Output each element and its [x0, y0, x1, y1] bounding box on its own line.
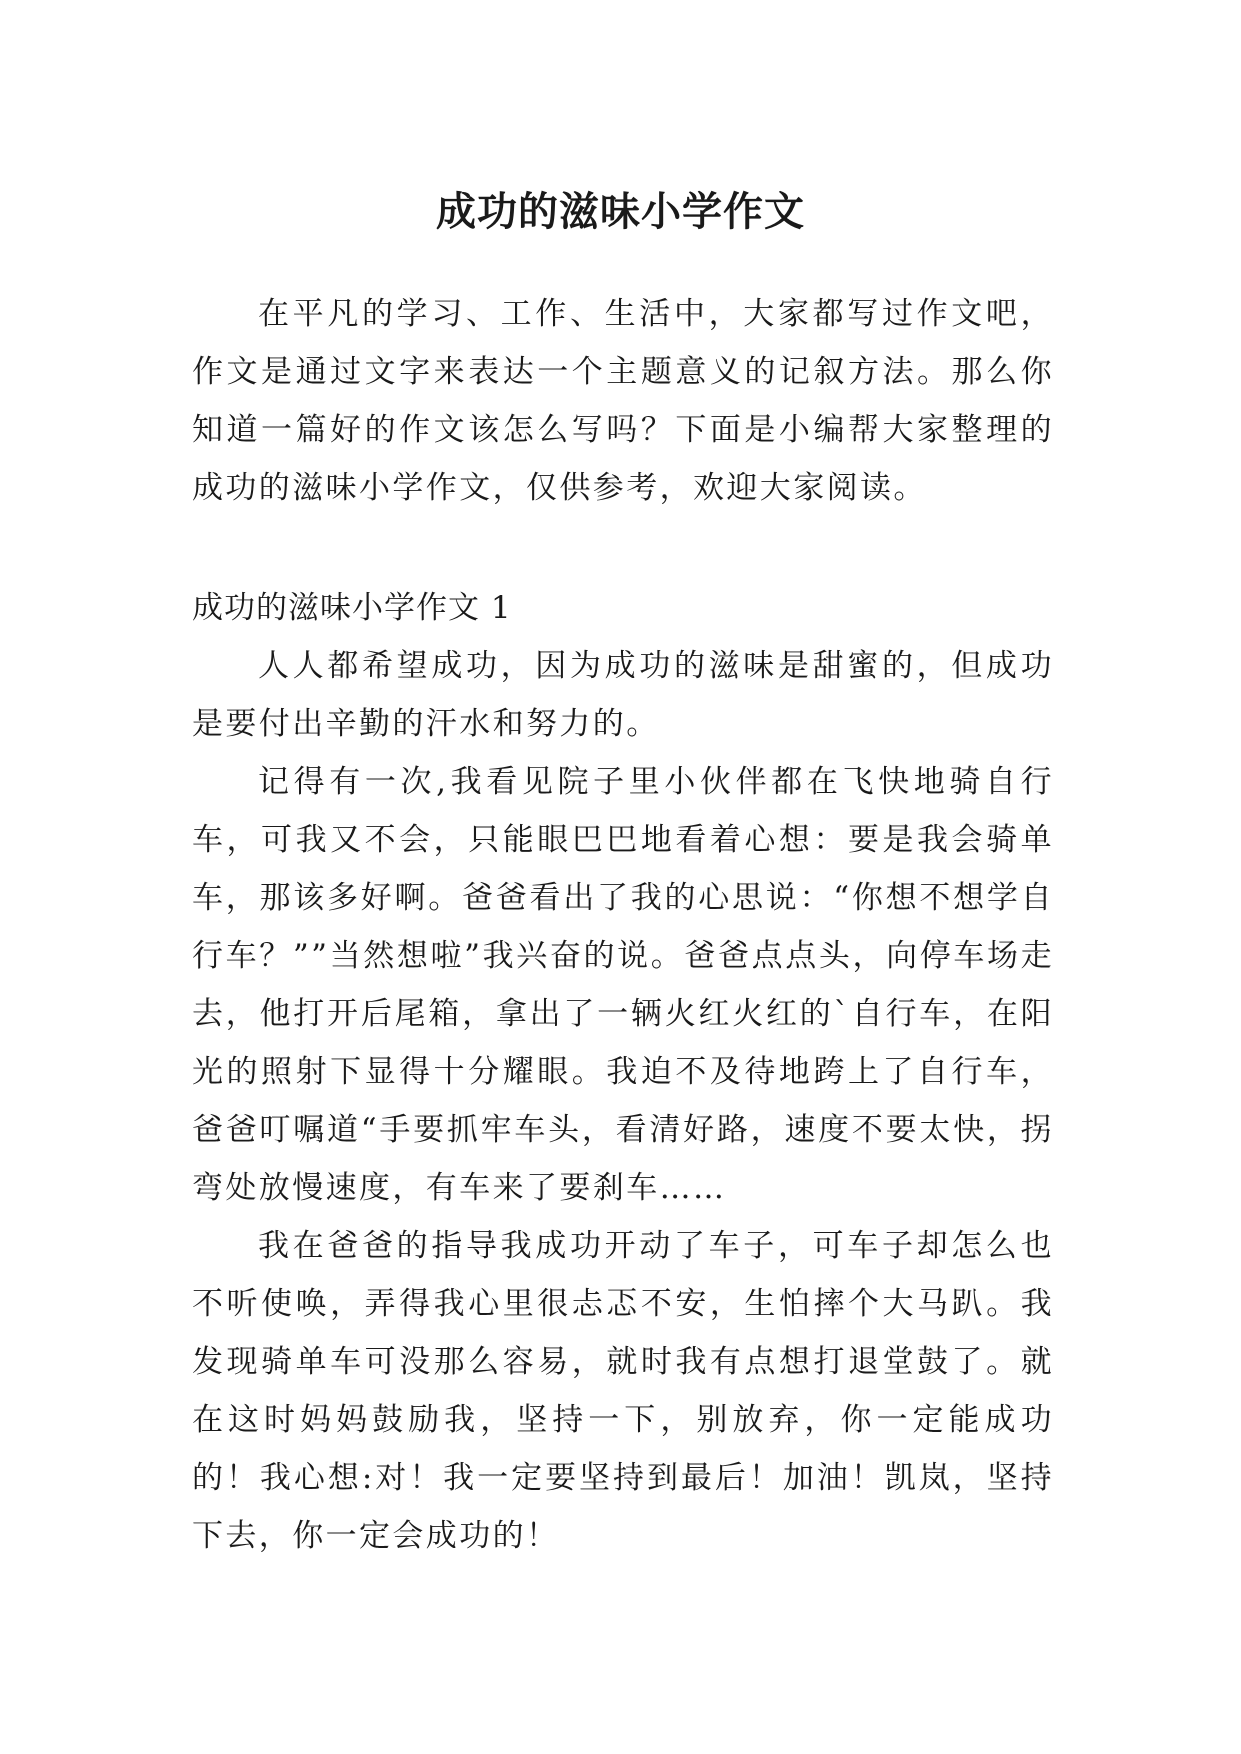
body-paragraph: 我在爸爸的指导我成功开动了车子，可车子却怎么也不听使唤，弄得我心里很忐忑不安，生怕摔个大马趴。我发现骑单车可没那么容易，就时我有点想打退堂鼓了。就在这时妈妈鼓励我，坚持一下，别放弃，你一定能成功的！我心想:对！我一定要坚持到最后！加油！凯岚，坚持下去，你一定会成功的！: [192, 1228, 1054, 1554]
body-paragraph: 人人都希望成功，因为成功的滋味是甜蜜的，但成功是要付出辛勤的汗水和努力的。: [192, 648, 1054, 742]
body-paragraph: 记得有一次,我看见院子里小伙伴都在飞快地骑自行车，可我又不会，只能眼巴巴地看着心想：要是我会骑单车，那该多好啊。爸爸看出了我的心思说：“你想不想学自行车？””当然想啦”我兴奋的说。爸爸点点头，向停车场走去，他打开后尾箱，拿出了一辆火红火红的`自行车，在阳光的照射下显得十分耀眼。我迫不及待地跨上了自行车，爸爸叮嘱道“手要抓牢车头，看清好路，速度不要太快，拐弯处放慢速度，有车来了要刹车……: [192, 764, 1054, 1206]
document-title: 成功的滋味小学作文: [436, 187, 805, 235]
intro-paragraph: 在平凡的学习、工作、生活中，大家都写过作文吧，作文是通过文字来表达一个主题意义的记叙方法。那么你知道一篇好的作文该怎么写吗？下面是小编帮大家整理的成功的滋味小学作文，仅供参考，欢迎大家阅读。: [192, 296, 1054, 506]
section-heading: 成功的滋味小学作文 1: [192, 590, 512, 626]
document-body: [192, 285, 1054, 1565]
